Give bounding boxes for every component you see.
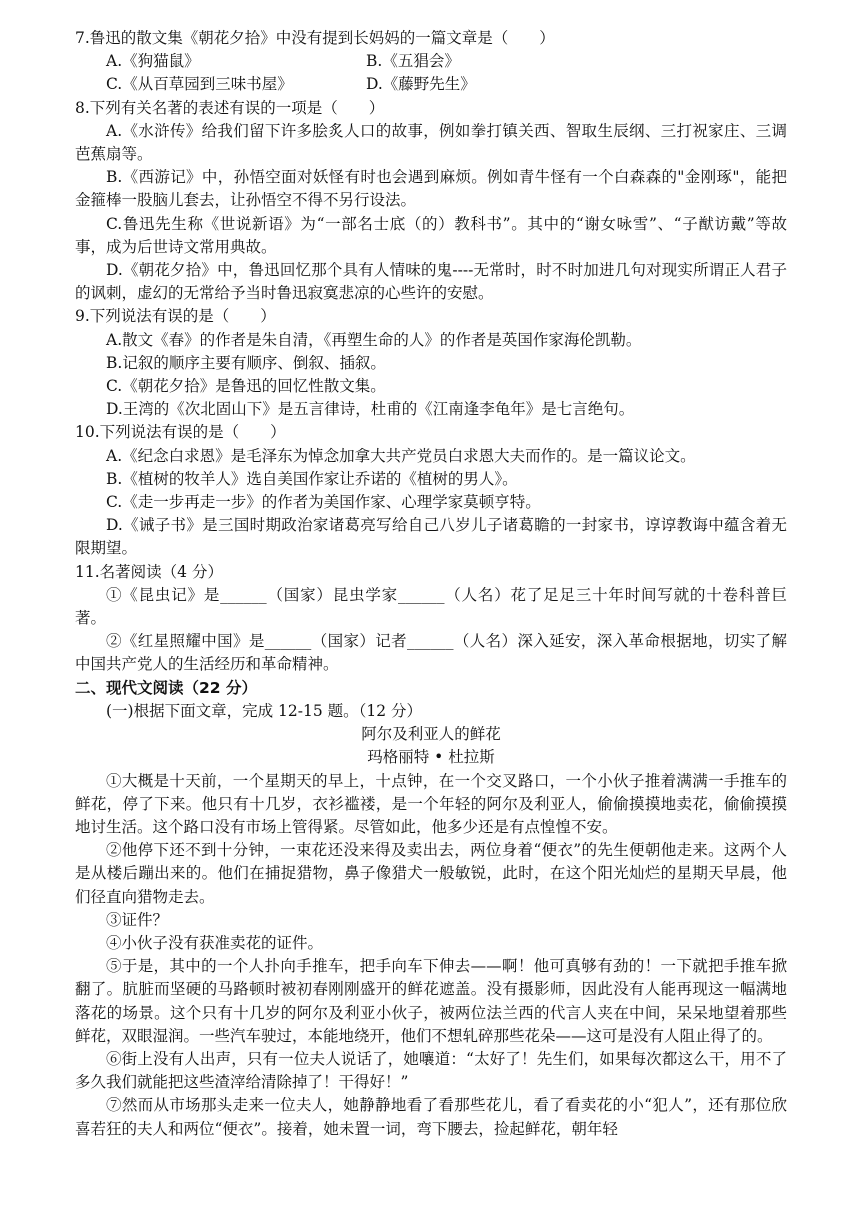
- article-author: 玛格丽特 • 杜拉斯: [367, 748, 495, 767]
- question-9-option-a: A.散文《春》的作者是朱自清，《再塑生命的人》的作者是英国作家海伦凯勒。: [106, 330, 642, 349]
- question-8-stem: 8.下列有关名著的表述有误的一项是（ ）: [75, 98, 385, 117]
- article-title: 阿尔及利亚人的鲜花: [361, 725, 501, 744]
- question-11-stem: 11.名著阅读（4 分）: [75, 562, 223, 581]
- article-paragraph-3: ③证件？: [106, 910, 169, 929]
- question-7-options-row-1: [75, 50, 787, 73]
- question-7-option-a: A.《狗猫鼠》: [106, 52, 200, 71]
- page-content: [75, 27, 787, 1141]
- article-paragraph-2: ②他停下还不到十分钟，一束花还没来得及卖出去，两位身着“便衣”的先生便朝他走来。这两个人是从楼后蹦出来的。他们在捕捉猎物，鼻子像猎犬一般敏锐，此时，在这个阳光灿烂的星期天早晨，他们径直向猎物走去。: [75, 841, 787, 906]
- question-9-stem: 9.下列说法有误的是（ ）: [75, 307, 276, 326]
- question-7-option-c: C.《从百草园到三味书屋》: [106, 75, 293, 94]
- question-10-option-a: A.《纪念白求恩》是毛泽东为悼念加拿大共产党员白求恩大夫而作的。是一篇议论文。: [106, 446, 696, 465]
- question-9-option-c: C.《朝花夕拾》是鲁迅的回忆性散文集。: [106, 377, 386, 396]
- question-10-option-c: C.《走一步再走一步》的作者为美国作家、心理学家莫顿亨特。: [106, 493, 541, 512]
- question-7-option-d: D.《藤野先生》: [366, 75, 476, 94]
- question-7-stem: 7.鲁迅的散文集《朝花夕拾》中没有提到长妈妈的一篇文章是（ ）: [75, 29, 555, 47]
- question-8-option-c: C.鲁迅先生称《世说新语》为“一部名士底（的）教科书”。其中的“谢女咏雪”、“子猷访戴”等故事，成为后世诗文常用典故。: [75, 214, 787, 256]
- question-10-option-b: B.《植树的牧羊人》选自美国作家让乔诺的《植树的男人》。: [106, 469, 518, 488]
- article-paragraph-4: ④小伙子没有获准卖花的证件。: [106, 933, 324, 952]
- article-paragraph-5: ⑤于是，其中的一个人扑向手推车，把手向车下伸去——啊！他可真够有劲的！一下就把手推车掀翻了。肮脏而坚硬的马路顿时被初春刚刚盛开的鲜花遮盖。没有摄影师，因此没有人能再现这一幅满地落花的场景。这个只有十几岁的阿尔及利亚小伙子，被两位法兰西的代言人夹在中间，呆呆地望着那些鲜花，双眼湿润。一些汽车驶过，本能地绕开，他们不想轧碎那些花朵——这可是没有人阻止得了的。: [75, 957, 787, 1045]
- article-paragraph-6: ⑥街上没有人出声，只有一位夫人说话了，她嚷道：“太好了！先生们，如果每次都这么干，用不了多久我们就能把这些渣滓给清除掉了！干得好！”: [75, 1049, 787, 1092]
- article-paragraph-7: ⑦然而从市场那头走来一位夫人，她静静地看了看那些花儿，看了看卖花的小“犯人”，还有那位欣喜若狂的夫人和两位“便衣”。接着，她未置一词，弯下腰去，捡起鲜花，朝年轻: [75, 1096, 787, 1138]
- question-9-option-b: B.记叙的顺序主要有顺序、倒叙、插叙。: [106, 353, 386, 372]
- section-2-title: 二、现代文阅读（22 分）: [75, 678, 257, 697]
- question-11-item-1: ①《昆虫记》是______（国家）昆虫学家______（人名）花了足足三十年时间写就的十卷科普巨著。: [75, 585, 787, 628]
- question-11-item-2: ②《红星照耀中国》是______（国家）记者______（人名）深入延安，深入革命根据地，切实了解中国共产党人的生活经历和革命精神。: [75, 632, 787, 674]
- section-2-subheading: (一)根据下面文章，完成 12-15 题。（12 分）: [106, 701, 423, 720]
- question-8-option-b: B.《西游记》中，孙悟空面对妖怪有时也会遇到麻烦。例如青牛怪有一个白森森的"金刚琢"，能把金箍棒一股脑儿套去，让孙悟空不得不另行设法。: [75, 168, 787, 210]
- question-8-option-d: D.《朝花夕拾》中，鲁迅回忆那个具有人情味的鬼----无常时，时不时加进几句对现实所谓正人君子的讽刺，虚幻的无常给予当时鲁迅寂寞悲凉的心些许的安慰。: [75, 261, 787, 303]
- question-10-stem: 10.下列说法有误的是（ ）: [75, 423, 286, 442]
- question-9-option-d: D.王湾的《次北固山下》是五言律诗，杜甫的《江南逢李龟年》是七言绝句。: [106, 400, 635, 419]
- question-10-option-d: D.《诫子书》是三国时期政治家诸葛亮写给自己八岁儿子诸葛瞻的一封家书，谆谆教诲中蕴含着无限期望。: [75, 516, 787, 558]
- question-8-option-a: A.《水浒传》给我们留下许多脍炙人口的故事，例如拳打镇关西、智取生辰纲、三打祝家庄、三调芭蕉扇等。: [75, 121, 787, 164]
- question-7-option-b: B.《五猖会》: [366, 52, 460, 71]
- question-7-options-row-2: [75, 73, 787, 96]
- article-paragraph-1: ①大概是十天前，一个星期天的早上，十点钟，在一个交叉路口，一个小伙子推着满满一手推车的鲜花，停了下来。他只有十几岁，衣衫褴褛，是一个年轻的阿尔及利亚人，偷偷摸摸地卖花，偷偷摸摸地讨生活。这个路口没有市场上管得紧。尽管如此，他多少还是有点惶惶不安。: [75, 771, 787, 836]
